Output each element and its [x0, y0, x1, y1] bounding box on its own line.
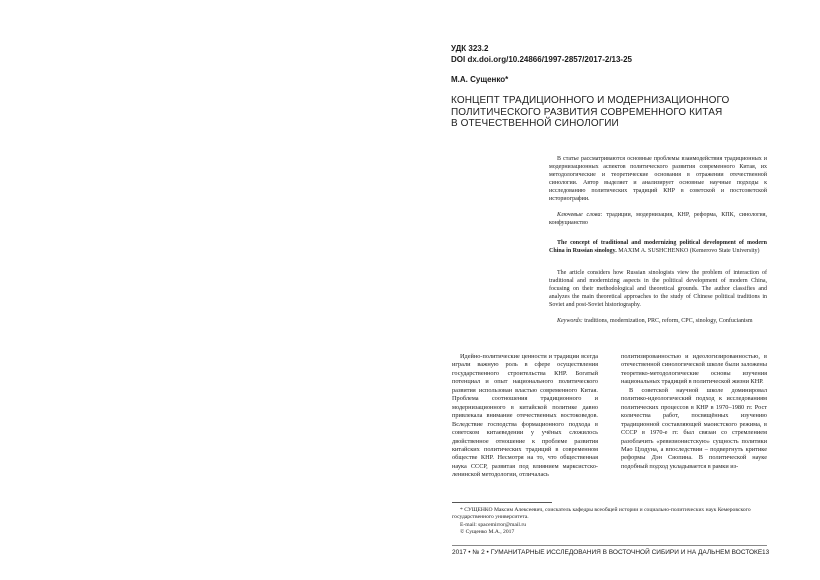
abstract-russian — [549, 156, 767, 203]
abstract-english — [549, 270, 767, 310]
abstract-english-text: The article considers how Russian sinologists view the problem of interaction of traditional and modernizing aspects in the political development of modern China, focusing on their methodological and theoretical grounds. The author classifies and analyzes the main theoretical approaches to the study of Chinese political traditions in Soviet and post-Soviet historiography. — [549, 270, 767, 308]
footnote-copyright: © Сущенко М.А., 2017 — [460, 528, 515, 535]
title-line: В ОТЕЧЕСТВЕННОЙ СИНОЛОГИИ — [451, 118, 619, 129]
keywords-russian — [549, 212, 767, 228]
body-column-left — [452, 353, 598, 480]
footnote-divider — [452, 502, 552, 503]
footnote-author-info: * СУЩЕНКО Максим Алексеевич, соискатель кафедры всеобщей истории и социально-политических наук Кемеровского государственного университета. — [452, 507, 751, 521]
body-paragraph: В советской научной школе доминировал политико-идеологический подход к исследованиям политических процессов в КНР в 1970–1980 гг. Рост количества работ, посвящённых изучению традиционной составляющей маоистского режима, в СССР в 1970-е гг. был связан со стремлением разоблачить «ревизионистскую» сущность политики Мао Цзэдуна, а впоследствии – подвергнуть критике реформы Дэн Сяопина. В политической науке подобный подход укладывается в рамки из- — [621, 386, 767, 470]
body-paragraph: Идейно-политические ценности и традиции всегда играли важную роль в сфере осуществления государственного строительства КНР. Богатый потенциал и опыт национального политического развития использован властью современного Китая. Проблема соотношения традиционного и модернизационного в китайской политике давно привлекала внимание отечественных востоковедов. Вследствие господства формационного подхода в советском китаеведении у учёных сложилось двойственное отношение к проблеме развития китайских политических традиций в современном обществе КНР. Несмотря на то, что общественная наука СССР, развитая под влиянием марксистско-ленинской методологии, отличалась — [452, 353, 598, 479]
page-number: 13 — [762, 549, 770, 556]
title-line: ПОЛИТИЧЕСКОГО РАЗВИТИЯ СОВРЕМЕННОГО КИТАЯ — [451, 106, 723, 118]
title-line: КОНЦЕПТ ТРАДИЦИОННОГО И МОДЕРНИЗАЦИОННОГО — [451, 95, 730, 106]
footnote-email[interactable]: E-mail: spacemirror@mail.ru — [460, 521, 527, 528]
abstract-english-heading — [549, 240, 767, 256]
english-title: The concept of traditional and modernizing political development of modern China in Russian sinology. — [549, 240, 767, 254]
keywords-label: Ключевые слова: — [557, 212, 603, 218]
keywords-en-text: traditions, modernization, PRC, reform, CPC, sinology, Confucianism — [582, 318, 753, 324]
keywords-text: традиции, модернизация, КНР, реформа, КПК, синология, конфуцианство — [549, 212, 767, 226]
article-title — [451, 95, 751, 130]
footer-divider — [452, 545, 767, 546]
body-paragraph: политизированностью и идеологизированностью, в отечественной синологической школе были заложены теоретико-методологические основы изучения национальных традиций в политической жизни КНР. — [621, 353, 767, 386]
body-column-right — [621, 353, 767, 471]
keywords-english — [549, 318, 767, 326]
udk-code: УДК 323.2 — [451, 44, 489, 53]
english-author: MAXIM A. SUSHCHENKO (Kemerovo State University) — [616, 247, 760, 254]
abstract-russian-text: В статье рассматриваются основные проблемы взаимодействия традиционных и модернизационных аспектов политического развития современного Китая, их методологические и теоретические основания в отражении отечественной синологии. Автор выделяет и анализирует основные научные подходы к исследованию политических традиций КНР в советской и постсоветской историографии. — [549, 156, 767, 202]
author-name: М.А. Сущенко* — [451, 75, 509, 84]
doi-link[interactable]: DOI dx.doi.org/10.24866/1997-2857/2017-2/13-25 — [451, 55, 632, 64]
keywords-en-label: Keywords: — [557, 318, 583, 324]
journal-footer: 2017 • № 2 • ГУМАНИТАРНЫЕ ИССЛЕДОВАНИЯ В ВОСТОЧНОЙ СИБИРИ И НА ДАЛЬНЕМ ВОСТОКЕ — [452, 549, 763, 556]
footnote — [452, 507, 767, 536]
